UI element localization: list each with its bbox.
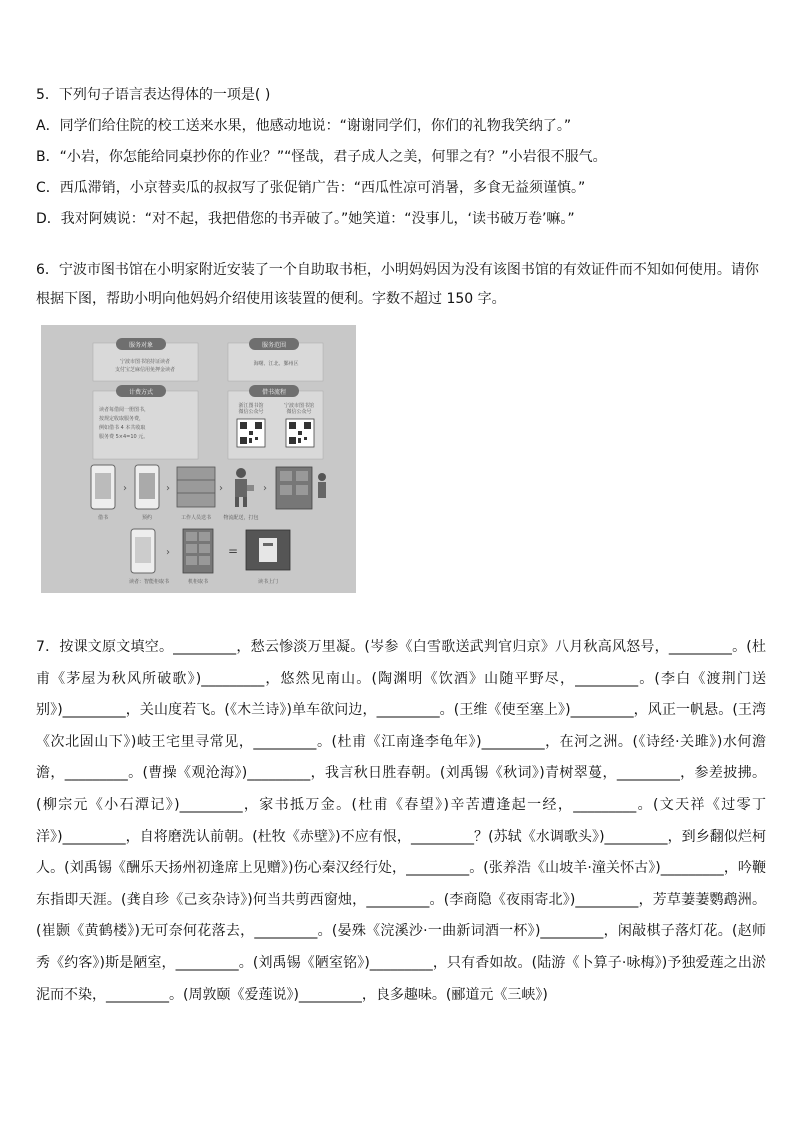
box3-line2: 按规定收取服务费，: [99, 416, 145, 422]
arrow-right-icon: ›: [123, 483, 127, 494]
step-label: 读者：智能柜取书: [128, 579, 170, 585]
phone-icon: [91, 465, 115, 509]
qr-code-icon: [286, 419, 314, 447]
phone-icon: [135, 465, 159, 509]
question-5-stem: 5．下列句子语言表达得体的一项是( ): [36, 87, 271, 103]
question-6: [36, 256, 764, 314]
option-d: D．我对阿姨说：“对不起，我把借您的书弄破了。”她笑道：“没事儿，‘读书破万卷’嘛。”: [36, 211, 575, 227]
arrow-right-icon: ›: [219, 483, 223, 494]
box1-title: 服务对象: [128, 342, 154, 349]
equals-icon: =: [228, 544, 239, 558]
box4-title: 借书流程: [261, 389, 287, 396]
book-locker-icon: [183, 529, 213, 573]
option-a: A．同学们给住院的校工送来水果，他感动地说：“谢谢同学们，你们的礼物我笑纳了。”: [36, 118, 572, 134]
phone-icon: [131, 529, 155, 573]
box3-line1: 读者每借阅一册图书，: [99, 407, 150, 413]
question-7: [36, 632, 766, 1011]
box3-line4: 服务费 5×4=10 元。: [99, 434, 149, 440]
box1-line1: 宁波市图书馆持证读者: [119, 359, 171, 365]
option-c: C．西瓜滞销，小京替卖瓜的叔叔写了张促销广告：“西瓜性凉可消暑，多食无益须谨慎。”: [36, 180, 586, 196]
arrow-right-icon: ›: [166, 547, 170, 558]
book-delivered-icon: [246, 530, 290, 570]
box3-title: 计费方式: [128, 389, 154, 396]
box4-line1: 浙江图书馆: [238, 403, 264, 409]
box1-line2: 支付宝芝麻信用免押金读者: [114, 367, 176, 373]
option-b: B．“小岩，你怎能给同桌抄你的作业？”“怪哉，君子成人之美，何罪之有？”小岩很不服气。: [36, 149, 607, 165]
box2-title: 服务范围: [261, 342, 287, 349]
box4-line4: 微信公众号: [286, 409, 312, 415]
step-label: 借书: [97, 515, 109, 521]
question-7-text: 7．按课文原文填空。_________，愁云惨淡万里凝。(岑参《白雪歌送武判官归京》八月秋高风怒号，_________。(杜甫《茅屋为秋风所破歌》)_________，悠然见南山。(陶渊明《饮酒》山随平野尽，_________。(李白《渡荆门送别》)_________，关山度若飞。(《木兰诗》)单车欲问边，_________。(王维《使至塞上》)_________，风正一帆悬。(王湾《次北固山下》)岐王宅里寻常见，_________。(杜甫《江南逢李龟年》)_________，在河之洲。(《诗经·关雎》)水何澹澹，_________。(曹操《观沧海》)_________，我言秋日胜春朝。(刘禹锡《秋词》)青树翠蔓，_________，参差披拂。(柳宗元《小石潭记》)_________，家书抵万金。(杜甫《春望》)辛苦遭逢起一经，_________。(文天祥《过零丁洋》)_________，自将磨洗认前朝。(杜牧《赤壁》)不应有恨，_________？(苏轼《水调歌头》)_________，到乡翻似烂柯人。(刘禹锡《酬乐天扬州初逢席上见赠》)伤心秦汉经行处，_________。(张养浩《山坡羊·潼关怀古》)_________，吟鞭东指即天涯。(龚自珍《己亥杂诗》)何当共剪西窗烛，_________。(李商隐《夜雨寄北》)_________，芳草萋萋鹦鹉洲。(崔颢《黄鹤楼》)无可奈何花落去，_________。(晏殊《浣溪沙·一曲新词酒一杯》)_________，闲敲棋子落灯花。(赵师秀《约客》)斯是陋室，_________。(刘禹锡《陋室铭》)_________，只有香如故。(陆游《卜算子·咏梅》)予独爱莲之出淤泥而不染，_________。(周敦颐《爱莲说》)_________，良多趣味。(郦道元《三峡》): [36, 639, 766, 1003]
arrow-right-icon: ›: [263, 483, 267, 494]
bookshelf-icon: [177, 467, 215, 507]
box4-line2: 微信公众号: [238, 409, 264, 415]
step-label: 预约: [141, 515, 153, 521]
arrow-right-icon: ›: [166, 483, 170, 494]
step-label: 读书上门: [257, 579, 279, 585]
box3-line3: 例如借书 4 本共收取: [99, 425, 146, 431]
question-6-text: 6．宁波市图书馆在小明家附近安装了一个自助取书柜，小明妈妈因为没有该图书馆的有效证件而不知如何使用。请你根据下图，帮助小明向他妈妈介绍使用该装置的便利。字数不超过 150 字。: [36, 262, 759, 307]
step-label: 机柜取书: [187, 579, 209, 585]
question-5: [36, 80, 766, 235]
step-label: 物流配送，打包: [223, 515, 259, 521]
box4-line3: 宁波市图书馆: [283, 403, 315, 409]
box2-line1: 海曙、江北、鄞州区: [253, 361, 299, 367]
qr-code-icon: [237, 419, 265, 447]
self-service-book-cabinet-infographic: [41, 325, 356, 593]
step-label: 工作人员送书: [180, 515, 212, 521]
